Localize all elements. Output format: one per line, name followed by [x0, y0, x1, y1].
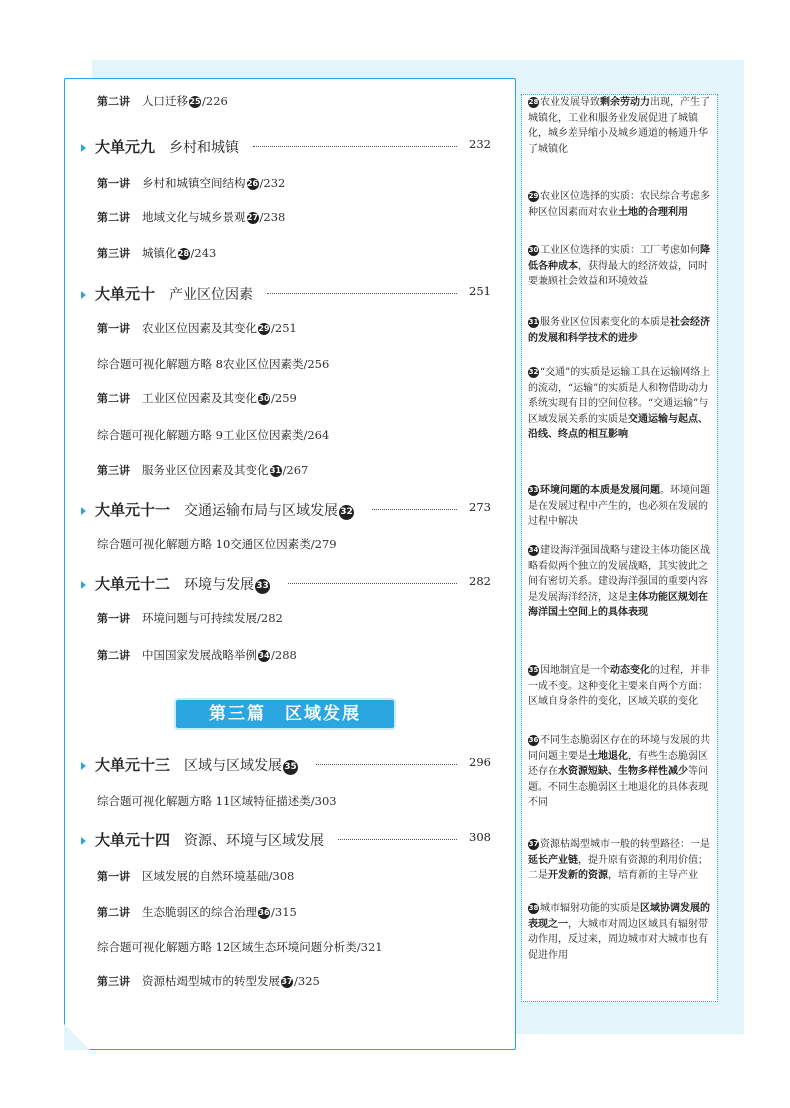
triangle-bullet-icon	[81, 507, 86, 515]
circled-number-badge: 37	[281, 977, 293, 986]
entry-title: 区域生态环境问题分析类	[230, 940, 357, 954]
side-note	[528, 189, 714, 220]
toc-unit-row[interactable]	[81, 136, 499, 157]
page-number: /243	[190, 246, 217, 260]
page-number: /251	[271, 321, 297, 335]
page-number: 282	[469, 574, 491, 588]
lesson-label: 第二讲	[97, 95, 130, 108]
side-note	[528, 315, 714, 346]
toc-lesson-row[interactable]	[97, 610, 499, 626]
strategy-label: 综合题可视化解题方略 9	[97, 428, 223, 442]
page-number: /226	[202, 94, 228, 108]
circled-number-badge: 35	[283, 760, 298, 775]
circled-number-badge: 31	[528, 318, 539, 326]
circled-number-badge: 31	[269, 466, 282, 475]
toc-panel	[64, 78, 516, 1050]
leader-dots	[288, 583, 457, 584]
lesson-label: 第二讲	[97, 211, 130, 224]
circled-number-badge: 28	[177, 249, 190, 258]
leader-dots	[253, 146, 457, 147]
lesson-label: 第二讲	[97, 649, 130, 662]
unit-title: 环境与发展	[184, 577, 255, 593]
entry-title: 服务业区位因素及其变化	[142, 463, 269, 477]
circled-number-badge: 34	[528, 546, 539, 554]
lesson-label: 第三讲	[97, 975, 130, 988]
circled-number-badge: 34	[258, 651, 270, 660]
circled-number-badge: 28	[528, 98, 539, 106]
entry-title: 工业区位因素及其变化	[142, 391, 257, 405]
toc-lesson-row[interactable]	[97, 390, 499, 406]
circled-number-badge: 30	[528, 246, 539, 254]
circled-number-badge: 29	[258, 324, 270, 333]
page-number: /288	[271, 648, 297, 662]
section-banner-title: 第三篇 区域发展	[209, 704, 361, 724]
toc-lesson-row[interactable]	[97, 93, 499, 109]
leader-dots	[338, 839, 457, 840]
page-number: /308	[268, 869, 295, 883]
side-note-text: 农业区位选择的实质：农民综合考虑多种区位因素而对农业土地的合理利用	[528, 191, 710, 218]
page-number: 273	[469, 500, 491, 514]
toc-lesson-row[interactable]	[97, 973, 499, 989]
side-note-text: 不同生态脆弱区存在的环境与发展的共同问题主要是土地退化，有些生态脆弱区还存在水资源短缺、生物多样性减少等问题。不同生态脆弱区土地退化的具体表现不同	[528, 735, 710, 808]
circled-number-badge: 35	[528, 666, 539, 674]
toc-unit-row[interactable]	[81, 573, 499, 594]
toc-lesson-row[interactable]	[97, 462, 499, 478]
side-note	[528, 733, 714, 811]
circled-number-badge: 33	[255, 579, 270, 594]
unit-title: 区域与区域发展	[184, 758, 283, 774]
circled-number-badge: 36	[258, 908, 270, 917]
page-number: /264	[303, 428, 330, 442]
side-note	[528, 95, 714, 157]
side-note-text: 服务业区位因素变化的本质是社会经济的发展和科学技术的进步	[528, 317, 710, 344]
side-note	[528, 901, 714, 963]
page-number: /256	[303, 357, 330, 371]
notes-panel	[521, 94, 718, 1002]
entry-title: 城镇化	[142, 246, 177, 260]
page-number: 296	[469, 755, 491, 769]
entry-title: 农业区位因素类	[222, 357, 304, 371]
toc-unit-row[interactable]	[81, 829, 499, 850]
unit-title: 交通运输布局与区域发展	[184, 503, 339, 519]
lesson-label: 第一讲	[97, 177, 130, 190]
side-note	[528, 483, 714, 530]
lesson-label: 第一讲	[97, 322, 130, 335]
leader-dots	[267, 293, 457, 294]
strategy-label: 综合题可视化解题方略 10	[97, 537, 231, 551]
triangle-bullet-icon	[81, 144, 86, 152]
side-note-text: 农业发展导致剩余劳动力出现，产生了城镇化，工业和服务业发展促进了城镇化，城乡差异缩小及城乡通道的畅通升华了城镇化	[528, 97, 710, 155]
unit-label: 大单元十二	[95, 575, 171, 593]
side-note-text: 环境问题的本质是发展问题。环境问题是在发展过程中产生的，也必须在发展的过程中解决	[528, 485, 710, 527]
unit-title: 资源、环境与区域发展	[184, 833, 325, 849]
circled-number-badge: 33	[528, 486, 539, 494]
page-number: /267	[282, 463, 309, 477]
toc-lesson-row[interactable]	[97, 904, 499, 920]
triangle-bullet-icon	[81, 291, 86, 299]
toc-lesson-row[interactable]	[97, 320, 499, 336]
toc-unit-row[interactable]	[81, 499, 499, 520]
side-note	[528, 837, 714, 884]
triangle-bullet-icon	[81, 837, 86, 845]
unit-label: 大单元十	[95, 285, 156, 303]
unit-label: 大单元十四	[95, 831, 171, 849]
toc-strategy-row[interactable]	[97, 356, 499, 372]
entry-title: 中国国家发展战略举例	[142, 648, 257, 662]
toc-strategy-row[interactable]	[97, 793, 499, 809]
leader-dots	[372, 509, 457, 510]
side-note	[528, 543, 714, 621]
page-number: 308	[469, 830, 491, 844]
circled-number-badge: 26	[246, 179, 259, 188]
circled-number-badge: 37	[528, 840, 539, 848]
entry-title: 资源枯竭型城市的转型发展	[142, 974, 280, 988]
leader-dots	[316, 764, 457, 765]
toc-lesson-row[interactable]	[97, 647, 499, 663]
page-number: /315	[271, 905, 297, 919]
entry-title: 环境问题与可持续发展	[142, 611, 257, 625]
circled-number-badge: 30	[258, 394, 270, 403]
toc-lesson-row[interactable]	[97, 868, 499, 884]
lesson-label: 第一讲	[97, 870, 130, 883]
triangle-bullet-icon	[81, 762, 86, 770]
lesson-label: 第二讲	[97, 392, 130, 405]
page-number: /232	[259, 176, 286, 190]
entry-title: 地域文化与城乡景观	[142, 210, 246, 224]
toc-strategy-row[interactable]	[97, 536, 499, 552]
circled-number-badge: 32	[528, 368, 539, 376]
page-number: /259	[271, 391, 297, 405]
triangle-bullet-icon	[81, 581, 86, 589]
page-number: 251	[469, 284, 491, 298]
toc-lesson-row[interactable]	[97, 245, 499, 261]
side-note-text: “交通”的实质是运输工具在运输网络上的流动，“运输”的实质是人和物借助动力系统实现有目的空间位移。“交通运输”与区域发展关系的实质是交通运输与起点、沿线、终点的相互影响	[528, 367, 711, 440]
section-banner	[176, 700, 394, 728]
page-number: 232	[469, 137, 491, 151]
circled-number-badge: 29	[528, 192, 539, 200]
strategy-label: 综合题可视化解题方略 8	[97, 357, 223, 371]
side-note-text: 建设海洋强国战略与建设主体功能区战略看似两个独立的发展战略，其实彼此之间有密切关系。建设海洋强国的重要内容是发展海洋经济，这是主体功能区规划在海洋国土空间上的具体表现	[528, 545, 710, 618]
unit-label: 大单元九	[95, 138, 156, 156]
circled-number-badge: 27	[246, 213, 259, 222]
side-note-text: 因地制宜是一个动态变化的过程，并非一成不变。这种变化主要来自两个方面：区域自身条件的变化，区域关联的变化	[528, 665, 710, 707]
page-number: /282	[257, 611, 283, 625]
toc-strategy-row[interactable]	[97, 427, 499, 443]
entry-title: 生态脆弱区的综合治理	[142, 905, 257, 919]
side-note-text: 城市辐射功能的实质是区域协调发展的表现之一，大城市对周边区域具有辐射带动作用，反过来，周边城市对大城市也有促进作用	[528, 903, 710, 961]
entry-title: 农业区位因素及其变化	[142, 321, 257, 335]
page-number: /238	[259, 210, 286, 224]
strategy-label: 综合题可视化解题方略 12	[97, 940, 231, 954]
lesson-label: 第一讲	[97, 612, 130, 625]
lesson-label: 第三讲	[97, 247, 130, 260]
unit-title: 乡村和城镇	[169, 140, 240, 156]
side-note	[528, 663, 714, 710]
circled-number-badge: 25	[189, 97, 201, 106]
circled-number-badge: 36	[528, 736, 539, 744]
toc-lesson-row[interactable]	[97, 209, 499, 225]
entry-title: 区域特征描述类	[230, 794, 311, 808]
toc-strategy-row[interactable]	[97, 939, 499, 955]
page-number: /325	[294, 974, 320, 988]
entry-title: 乡村和城镇空间结构	[142, 176, 246, 190]
entry-title: 区域发展的自然环境基础	[142, 869, 269, 883]
lesson-label: 第三讲	[97, 464, 130, 477]
entry-title: 交通区位因素类	[230, 537, 311, 551]
strategy-label: 综合题可视化解题方略 11	[97, 794, 231, 808]
circled-number-badge: 38	[528, 904, 539, 912]
toc-unit-row[interactable]	[81, 754, 499, 775]
unit-label: 大单元十一	[95, 501, 171, 519]
entry-title: 人口迁移	[142, 94, 188, 108]
side-note-text: 资源枯竭型城市一般的转型路径：一是延长产业链，提升原有资源的利用价值；二是开发新的资源，培育新的主导产业	[528, 839, 710, 881]
unit-label: 大单元十三	[95, 756, 171, 774]
page-number: /321	[356, 940, 383, 954]
lesson-label: 第二讲	[97, 906, 130, 919]
side-note	[528, 365, 714, 443]
toc-lesson-row[interactable]	[97, 175, 499, 191]
toc-unit-row[interactable]	[81, 283, 499, 304]
circled-number-badge: 32	[339, 505, 354, 520]
entry-title: 工业区位因素类	[222, 428, 304, 442]
side-note-text: 工业区位选择的实质：工厂考虑如何降低各种成本，获得最大的经济效益，同时要兼顾社会效益和环境效益	[528, 245, 710, 287]
page-number: /303	[310, 794, 337, 808]
side-note	[528, 243, 714, 290]
page-number: /279	[310, 537, 337, 551]
unit-title: 产业区位因素	[169, 287, 254, 303]
